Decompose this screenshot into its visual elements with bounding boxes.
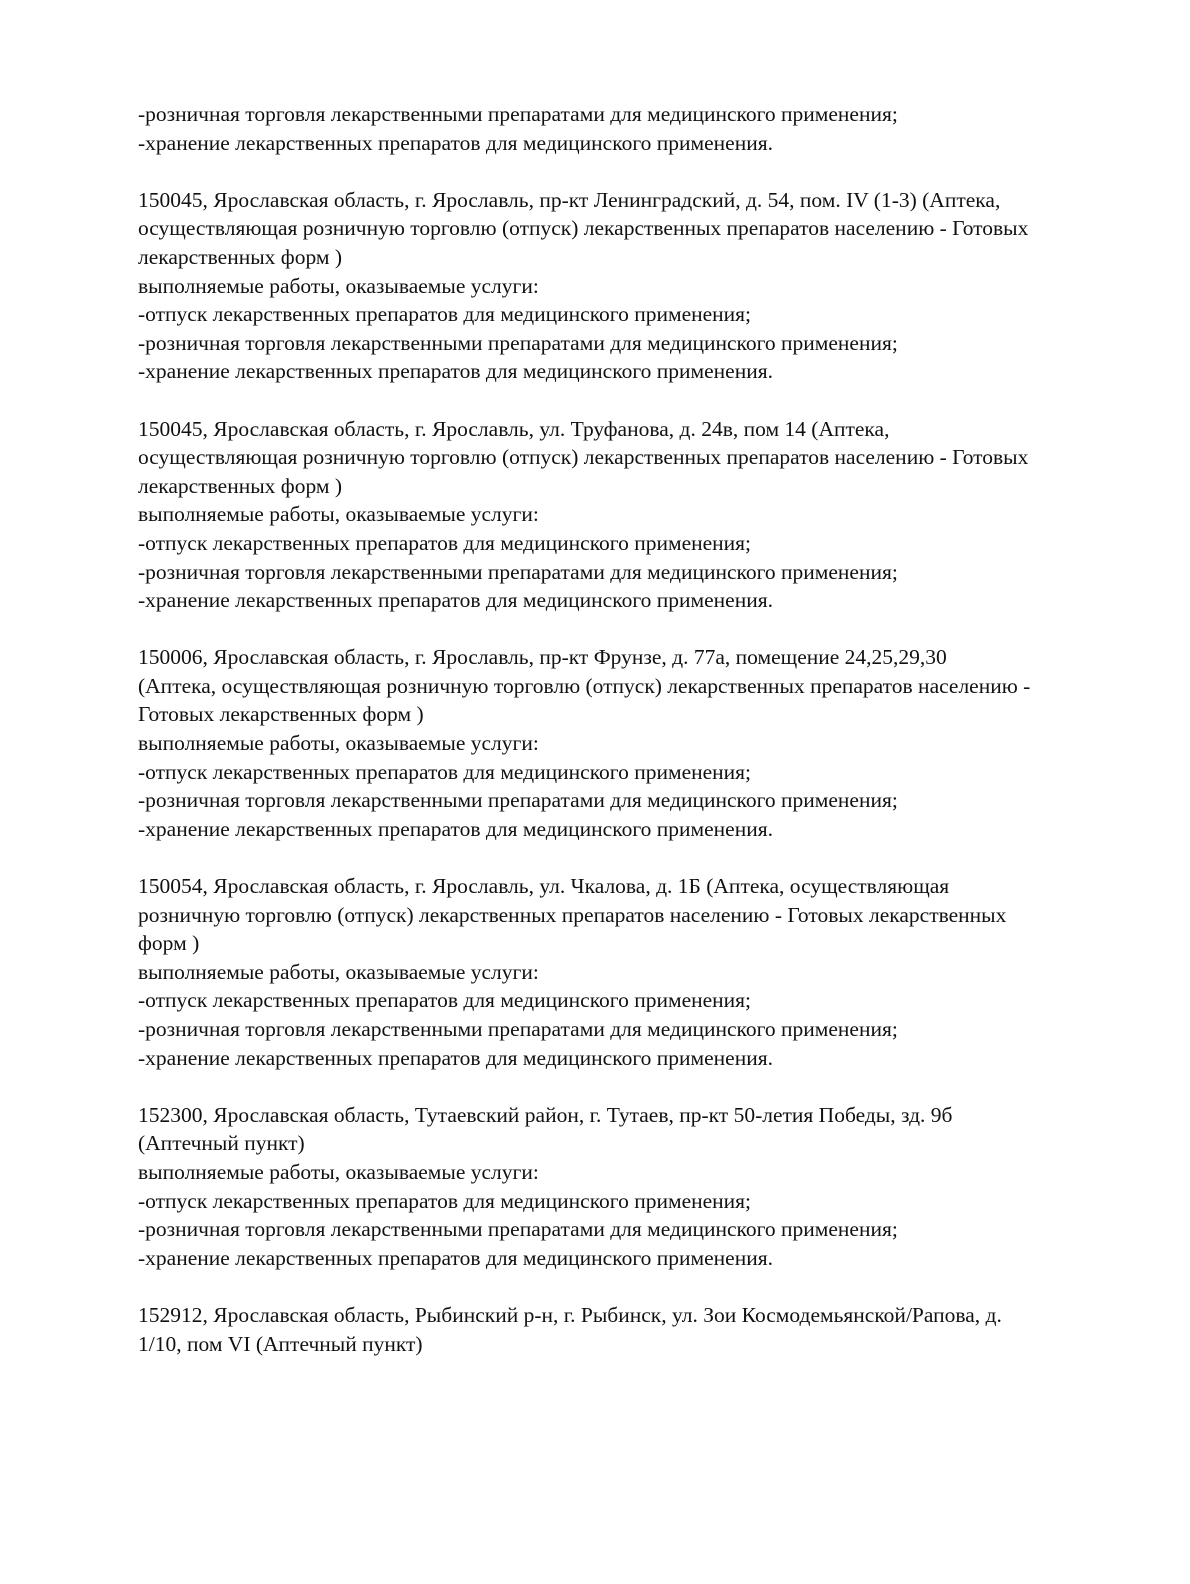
pharmacy-entry <box>138 643 1123 843</box>
address-line: (Аптека, осуществляющая розничную торговлю (отпуск) лекарственных препаратов населению - <box>138 673 1031 698</box>
pharmacy-entry <box>138 186 1123 386</box>
address-line: 150006, Ярославская область, г. Ярославль, пр-кт Фрунзе, д. 77а, помещение 24,25,29,30 <box>138 645 947 670</box>
address-line: 150054, Ярославская область, г. Ярославль, ул. Чкалова, д. 1Б (Аптека, осуществляющая <box>138 874 950 899</box>
service-line: -розничная торговля лекарственными препаратами для медицинского применения; <box>138 1217 898 1242</box>
document-page <box>138 100 1123 1358</box>
address-line: Готовых лекарственных форм ) <box>138 702 424 727</box>
address-line: розничную торговлю (отпуск) лекарственных препаратов населению - Готовых лекарственных <box>138 902 1007 927</box>
address-line: 150045, Ярославская область, г. Ярославль, ул. Труфанова, д. 24в, пом 14 (Аптека, <box>138 416 890 441</box>
service-line: -отпуск лекарственных препаратов для медицинского применения; <box>138 530 752 555</box>
pharmacy-entry <box>138 1101 1123 1273</box>
address-line: 152300, Ярославская область, Тутаевский район, г. Тутаев, пр-кт 50-летия Победы, зд. 9б <box>138 1102 953 1127</box>
service-line: -розничная торговля лекарственными препаратами для медицинского применения; <box>138 102 898 126</box>
address-line: (Аптечный пункт) <box>138 1131 305 1156</box>
address-line: лекарственных форм ) <box>138 244 343 269</box>
service-line: -хранение лекарственных препаратов для медицинского применения. <box>138 130 773 155</box>
service-line: -розничная торговля лекарственными препаратами для медицинского применения; <box>138 330 898 355</box>
service-line: -розничная торговля лекарственными препаратами для медицинского применения; <box>138 559 898 584</box>
services-heading: выполняемые работы, оказываемые услуги: <box>138 959 539 984</box>
address-line: 150045, Ярославская область, г. Ярославль, пр-кт Ленинградский, д. 54, пом. IV (1-3) (Аптека, <box>138 187 1001 212</box>
service-line: -отпуск лекарственных препаратов для медицинского применения; <box>138 759 752 784</box>
address-line: 152912, Ярославская область, Рыбинский р-н, г. Рыбинск, ул. Зои Космодемьянской/Рапова, д. <box>138 1302 1002 1327</box>
pharmacy-entry <box>138 1301 1123 1358</box>
address-line: лекарственных форм ) <box>138 473 343 498</box>
services-heading: выполняемые работы, оказываемые услуги: <box>138 731 539 756</box>
address-line: форм ) <box>138 931 200 956</box>
service-line: -хранение лекарственных препаратов для медицинского применения. <box>138 588 773 613</box>
intro-block <box>138 100 1123 157</box>
service-line: -хранение лекарственных препаратов для медицинского применения. <box>138 1045 773 1070</box>
pharmacy-entry <box>138 415 1123 615</box>
address-line: осуществляющая розничную торговлю (отпуск) лекарственных препаратов населению - Готовых <box>138 216 1029 241</box>
service-line: -хранение лекарственных препаратов для медицинского применения. <box>138 359 773 384</box>
service-line: -розничная торговля лекарственными препаратами для медицинского применения; <box>138 788 898 813</box>
address-line: 1/10, пом VI (Аптечный пункт) <box>138 1331 423 1356</box>
service-line: -розничная торговля лекарственными препаратами для медицинского применения; <box>138 1017 898 1041</box>
service-line: -хранение лекарственных препаратов для медицинского применения. <box>138 816 773 841</box>
address-line: осуществляющая розничную торговлю (отпуск) лекарственных препаратов населению - Готовых <box>138 445 1029 470</box>
service-line: -отпуск лекарственных препаратов для медицинского применения; <box>138 1188 752 1213</box>
services-heading: выполняемые работы, оказываемые услуги: <box>138 502 539 527</box>
service-line: -хранение лекарственных препаратов для медицинского применения. <box>138 1245 773 1270</box>
services-heading: выполняемые работы, оказываемые услуги: <box>138 1159 539 1184</box>
services-heading: выполняемые работы, оказываемые услуги: <box>138 273 539 298</box>
pharmacy-entry <box>138 872 1123 1072</box>
service-line: -отпуск лекарственных препаратов для медицинского применения; <box>138 302 752 327</box>
service-line: -отпуск лекарственных препаратов для медицинского применения; <box>138 988 752 1013</box>
